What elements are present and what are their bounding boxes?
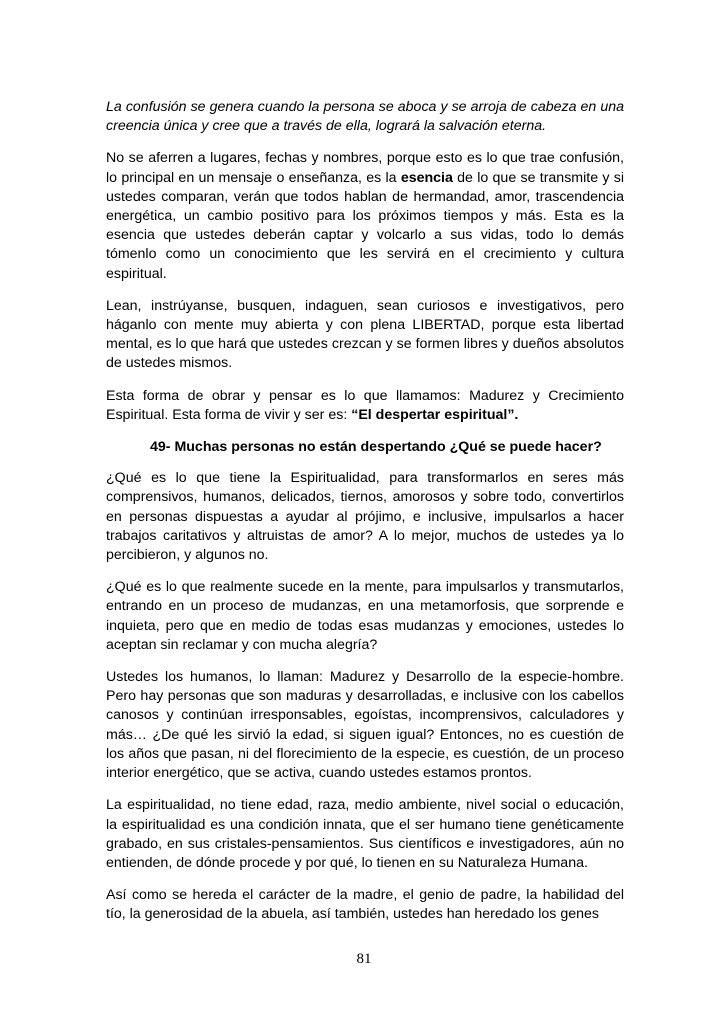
paragraph-innata: La espiritualidad, no tiene edad, raza, medio ambiente, nivel social o educación, la espiritualidad es una condición innata, que el ser humano tiene genéticamente grabado, en sus cristales-pensamientos. Sus científicos e investigadores, aún no entienden, de dónde procede y por qué, lo tienen en su Naturaleza Humana.: [106, 797, 624, 871]
section-heading: 49- Muchas personas no están despertando ¿Qué se puede hacer?: [150, 439, 602, 456]
paragraph-madurez: Ustedes los humanos, lo llaman: Madurez y Desarrollo de la especie-hombre. Pero hay personas que son maduras y desarrolladas, e inclusive con los cabellos canosos y continúan irresponsables, egoístas, incomprensivos, calculadores y más… ¿De qué les sirvió la edad, si siguen igual? Entonces, no es cuestión de los años que pasan, ni del florecimiento de la especie, es cuestión, de un proceso interior energético, que se activa, cuando ustedes estamos prontos.: [106, 669, 624, 782]
paragraph-espiritualidad-question: ¿Qué es lo que tiene la Espiritualidad, para transformarlos en seres más comprensivos, humanos, delicados, tiernos, amorosos y sobre todo, convertirlos en personas dispuestas a ayudar al prójimo, e inclusive, impulsarlos a hacer trabajos caritativos y altruistas de amor? A lo mejor, muchos de ustedes ya lo percibieron, y algunos no.: [106, 470, 624, 564]
page-number: 81: [356, 951, 372, 967]
esencia-bold: esencia: [400, 169, 453, 186]
paragraph-despertar: [106, 387, 624, 425]
paragraph-esencia-text-1: No se aferren a lugares, fechas y nombres, porque esto es lo que trae confusión, lo principal en un mensaje o enseñanza, es la: [106, 150, 624, 186]
paragraph-esencia: [106, 149, 624, 283]
paragraph-mente-question: ¿Qué es lo que realmente sucede en la mente, para impulsarlos y transmutarlos, entrando en un proceso de mudanzas, en una metamorfosis, que sorprende e inquieta, pero que en medio de todas esas mudanzas y emociones, ustedes lo aceptan sin reclamar y con mucha alegría?: [106, 579, 624, 653]
paragraph-esencia-text-2: de lo que se transmite y si ustedes comparan, verán que todos hablan de hermandad, amor, trascendencia energética, un cambio positivo para los próximos tiempos y más. Esta es la esencia que ustedes deberán captar y volcarlo a sus vidas, todo lo demás tómenlo como un conocimiento que les servirá en el crecimiento y cultura espiritual.: [106, 169, 624, 282]
despertar-bold: “El despertar espiritual”.: [351, 406, 519, 423]
paragraph-libertad: Lean, instrúyanse, busquen, indaguen, sean curiosos e investigativos, pero háganlo con mente muy abierta y con plena LIBERTAD, porque esta libertad mental, es lo que hará que ustedes crezcan y se formen libres y dueños absolutos de ustedes mismos.: [106, 297, 624, 372]
page-body: [106, 98, 624, 938]
paragraph-despertar-text: Esta forma de obrar y pensar es lo que llamamos: Madurez y Crecimiento Espiritual. Esta forma de vivir y ser es:: [106, 387, 624, 423]
paragraph-herencia: Así como se hereda el carácter de la madre, el genio de padre, la habilidad del tío, la generosidad de la abuela, así también, ustedes han heredado los genes: [106, 887, 624, 923]
intro-paragraph: La confusión se genera cuando la persona se aboca y se arroja de cabeza en una creencia única y cree que a través de ella, logrará la salvación eterna.: [106, 99, 624, 135]
